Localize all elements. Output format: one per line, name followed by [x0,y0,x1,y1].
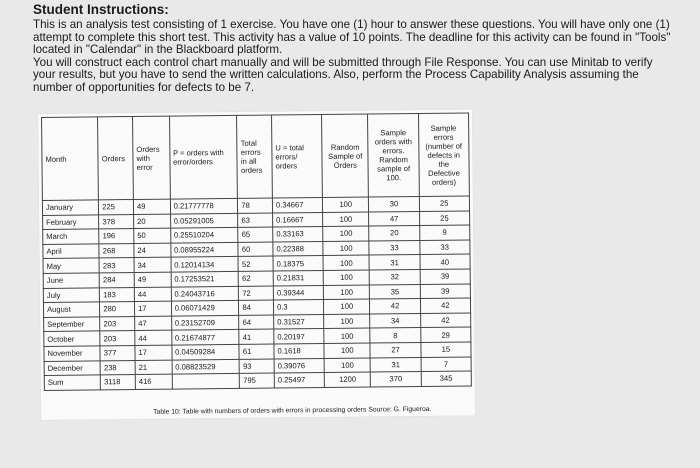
cell-month: April [43,244,99,259]
cell-random-sample: 100 [324,299,371,314]
sum-cell-orders-with-error: 416 [135,374,172,389]
cell-sample-orders-with-errors: 47 [369,211,419,226]
sum-cell-u: 0.25497 [274,373,324,388]
cell-sample-orders-with-errors: 33 [369,240,419,255]
cell-p: 0.21674877 [171,330,239,345]
cell-sample-orders-with-errors: 20 [369,226,419,241]
header-total-errors: Total errors in all orders [237,115,272,198]
orders-errors-table [41,112,472,390]
cell-random-sample: 100 [323,212,370,227]
cell-orders: 203 [100,331,135,346]
cell-p: 0.08823529 [172,359,240,374]
cell-month: March [43,229,99,244]
cell-random-sample: 100 [324,328,371,343]
cell-sample-orders-with-errors: 8 [370,328,420,343]
header-u: U = total errors/ orders [272,115,323,199]
cell-u: 0.31527 [274,314,324,329]
cell-sample-orders-with-errors: 32 [370,269,420,284]
cell-orders: 378 [99,214,134,229]
cell-orders: 377 [100,345,135,360]
cell-u: 0.21831 [273,270,323,285]
table-caption: Table 10: Table with numbers of orders with errors in processing orders Source: G. Figueroa. [153,405,432,416]
cell-sample-errors: 7 [421,357,472,372]
cell-month: December [44,360,100,375]
cell-total-errors: 62 [239,271,274,286]
cell-sample-orders-with-errors: 35 [370,284,420,299]
cell-random-sample: 100 [323,241,370,256]
cell-month: November [44,346,100,361]
cell-u: 0.39344 [273,285,323,300]
cell-random-sample: 100 [324,343,371,358]
cell-orders: 203 [100,316,135,331]
cell-orders-with-error: 34 [134,257,171,272]
cell-orders: 183 [100,287,135,302]
cell-month: May [43,258,99,273]
cell-sample-errors: 25 [419,211,470,226]
cell-orders-with-error: 49 [134,272,171,287]
header-month: Month [42,117,99,201]
cell-p: 0.04509284 [172,344,240,359]
instructions-paragraph-1: This is an analysis test consisting of 1 exercise. You have one (1) hour to answer these questions. You will have only one (1) attempt to complete this short test. This activity has a value of 10 points. The deadline for this activity can be found in "Tools" located in "Calendar" in the Blackboard platform. [33,18,671,56]
instructions-heading: Student Instructions: [33,2,169,17]
cell-u: 0.16667 [273,212,323,227]
cell-orders-with-error: 20 [134,214,171,229]
cell-sample-orders-with-errors: 30 [369,197,419,212]
cell-u: 0.20197 [274,329,324,344]
cell-random-sample: 100 [324,358,371,373]
cell-sample-orders-with-errors: 31 [371,357,421,372]
cell-u: 0.34667 [272,198,322,213]
cell-total-errors: 65 [238,227,273,242]
cell-u: 0.33163 [273,227,323,242]
cell-p: 0.12014134 [171,257,239,272]
sum-cell-p [172,374,240,389]
cell-orders-with-error: 17 [135,345,172,360]
header-orders: Orders [98,117,134,200]
cell-orders-with-error: 47 [135,316,172,331]
sum-cell-random-sample: 1200 [324,372,371,387]
cell-month: June [43,273,99,288]
cell-total-errors: 64 [239,315,274,330]
cell-p: 0.24043716 [171,286,239,301]
cell-random-sample: 100 [323,270,370,285]
cell-u: 0.1618 [274,343,324,358]
cell-random-sample: 100 [323,226,370,241]
cell-orders: 225 [99,200,134,215]
cell-month: September [44,317,100,332]
cell-p: 0.06071429 [171,301,239,316]
cell-total-errors: 72 [239,286,274,301]
cell-sample-orders-with-errors: 42 [370,299,420,314]
header-random-sample: Random Sample of Orders [322,114,369,197]
instructions-paragraph-2: You will construct each control chart manually and will be submitted through File Response. You can use Minitab to verify your results, but you have to send the written calculations. Also, perform the Process Capability Analysis assuming the number of opportunities for defects to be 7. [33,55,653,94]
cell-total-errors: 84 [239,300,274,315]
header-sample-errors: Sample errors (number of defects in the Defective orders) [418,113,469,197]
instructions-block [33,2,673,94]
cell-orders-with-error: 44 [134,287,171,302]
cell-orders-with-error: 49 [133,199,170,214]
cell-sample-orders-with-errors: 27 [370,342,420,357]
header-orders-with-error: Orders with error [133,116,170,199]
cell-orders: 280 [100,302,135,317]
cell-orders: 238 [100,360,135,375]
cell-month: October [44,331,100,346]
cell-p: 0.21777778 [170,198,238,213]
sum-cell-total-errors: 795 [240,373,275,388]
cell-month: January [42,200,98,215]
cell-sample-errors: 42 [420,313,471,328]
cell-orders: 283 [99,258,134,273]
table-body [42,196,471,390]
sum-cell-sample-orders-with-errors: 370 [371,372,421,387]
sum-cell-month: Sum [44,375,100,390]
cell-total-errors: 63 [238,213,273,228]
cell-orders-with-error: 17 [134,301,171,316]
sum-cell-orders: 3118 [101,375,136,390]
cell-p: 0.23152709 [171,315,239,330]
cell-sample-errors: 42 [420,298,471,313]
cell-sample-errors: 39 [420,269,471,284]
cell-total-errors: 60 [238,242,273,257]
cell-total-errors: 52 [238,256,273,271]
cell-p: 0.25510204 [170,228,238,243]
cell-sample-errors: 29 [420,327,471,342]
sum-cell-sample-errors: 345 [421,371,472,386]
cell-total-errors: 93 [239,359,274,374]
cell-u: 0.18375 [273,256,323,271]
cell-p: 0.08955224 [170,242,238,257]
cell-sample-errors: 40 [420,254,471,269]
cell-total-errors: 41 [239,329,274,344]
cell-random-sample: 100 [322,197,369,212]
cell-orders: 268 [99,243,134,258]
cell-random-sample: 100 [323,255,370,270]
cell-random-sample: 100 [324,314,371,329]
cell-orders: 196 [99,229,134,244]
cell-p: 0.17253521 [171,271,239,286]
header-sample-orders-with-errors: Sample orders with errors. Random sample of 100. [368,114,419,198]
cell-month: February [43,214,99,229]
cell-sample-errors: 15 [421,342,472,357]
cell-random-sample: 100 [323,285,370,300]
cell-orders: 284 [99,272,134,287]
cell-orders-with-error: 50 [134,228,171,243]
header-p: P = orders with error/orders [169,115,238,199]
cell-sample-errors: 9 [419,225,470,240]
cell-sample-errors: 25 [419,196,470,211]
cell-sample-errors: 33 [419,240,470,255]
cell-u: 0.3 [273,300,323,315]
cell-sample-errors: 39 [420,284,471,299]
cell-u: 0.39076 [274,358,324,373]
cell-sample-orders-with-errors: 34 [370,313,420,328]
cell-total-errors: 61 [239,344,274,359]
cell-u: 0.22388 [273,241,323,256]
cell-orders-with-error: 24 [134,243,171,258]
cell-orders-with-error: 21 [135,360,172,375]
table-header-row [42,113,470,200]
cell-p: 0.05291005 [170,213,238,228]
data-table-photo [38,109,475,420]
cell-orders-with-error: 44 [135,330,172,345]
cell-month: July [43,287,99,302]
table-sum-row [44,371,471,390]
cell-month: August [43,302,99,317]
cell-total-errors: 78 [238,198,273,213]
cell-sample-orders-with-errors: 31 [369,255,419,270]
